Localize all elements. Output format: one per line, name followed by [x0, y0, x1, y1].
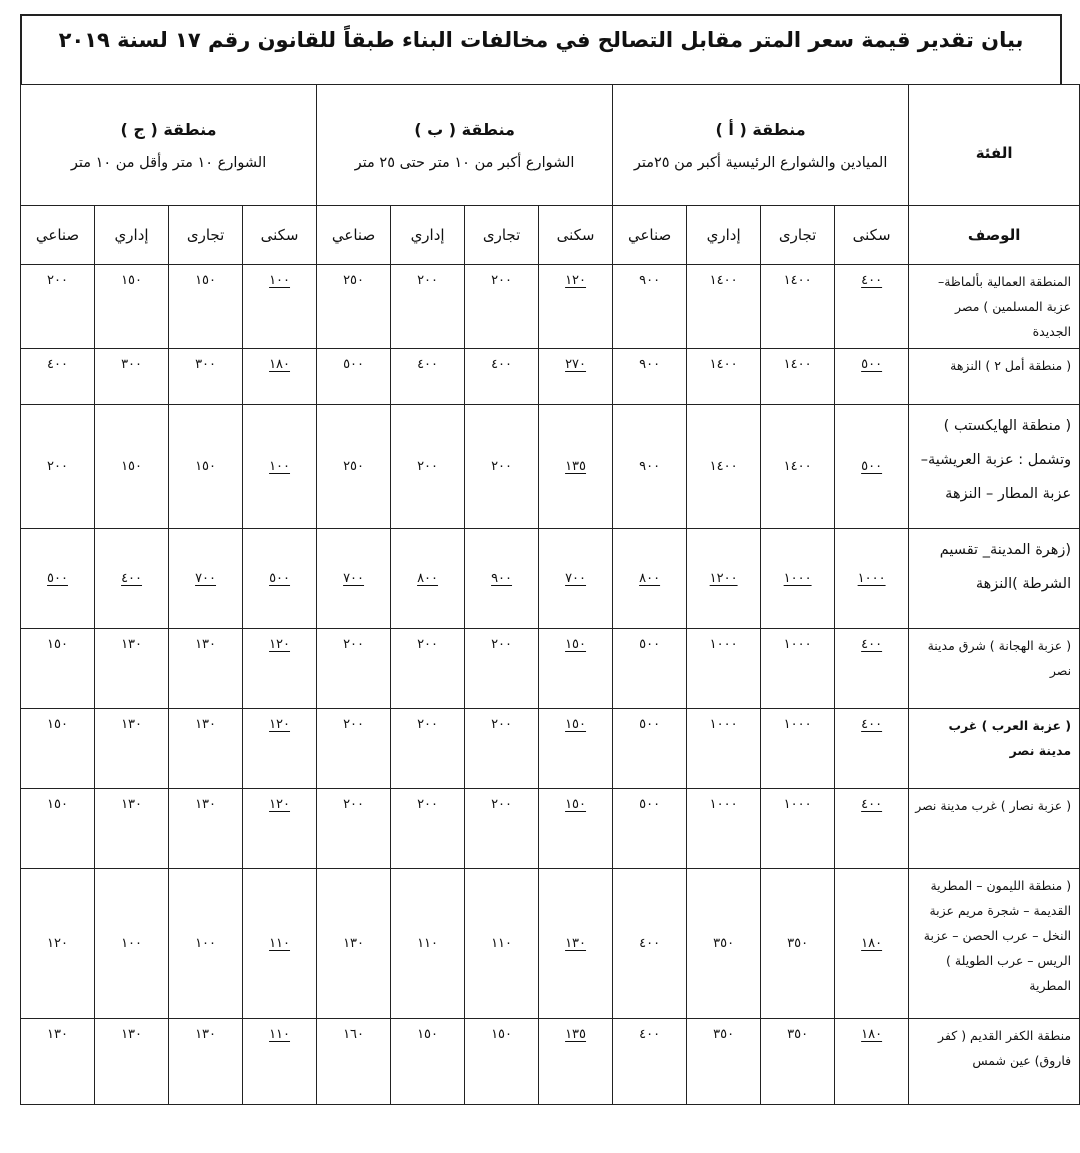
value-cell: ١٢٠ [21, 869, 95, 1019]
row-description: ( منطقة الليمون – المطرية القديمة – شجرة مريم عزبة النخل – عرب الحصن – عزبة الريس – عرب الطويلة ) المطرية [909, 869, 1080, 1019]
value-cell: ٥٠٠ [613, 709, 687, 789]
value-cell: ١٥٠ [21, 709, 95, 789]
value-cell: ٣٠٠ [95, 349, 169, 405]
value-cell [243, 349, 317, 405]
value-text: ١٥٠ [565, 717, 587, 732]
subheader-cell: تجارى [761, 206, 835, 265]
value-text: ١٢٠٠ [709, 571, 738, 586]
value-cell: ٥٠٠ [613, 629, 687, 709]
table-row [21, 709, 1080, 789]
value-cell: ١٣٠ [95, 789, 169, 869]
category-header: الفئة [909, 85, 1080, 206]
subheader-cell: تجارى [465, 206, 539, 265]
value-text: ٤٠٠ [861, 717, 883, 732]
value-cell: ٢٠٠ [391, 709, 465, 789]
value-cell: ٢٠٠ [465, 405, 539, 529]
value-text: ١٢٠ [565, 273, 587, 288]
subheader-cell: صناعي [613, 206, 687, 265]
row-description: ( عزبة الهجانة ) شرق مدينة نصر [909, 629, 1080, 709]
value-cell [835, 629, 909, 709]
value-cell: ٢٠٠ [317, 629, 391, 709]
table-row [21, 405, 1080, 529]
value-cell: ١٣٠ [169, 709, 243, 789]
row-description: (زهرة المدينة_ تقسيم الشرطة )النزهة [909, 529, 1080, 629]
value-cell: ٤٠٠ [391, 349, 465, 405]
subheader-cell: إداري [687, 206, 761, 265]
value-cell: ٢٠٠ [465, 709, 539, 789]
value-text: ١٣٥ [565, 1027, 587, 1042]
description-header: الوصف [909, 206, 1080, 265]
value-cell: ١٤٠٠ [761, 405, 835, 529]
value-cell [835, 529, 909, 629]
value-cell: ١٠٠ [169, 869, 243, 1019]
row-description: منطقة الكفر القديم ( كفر فاروق) عين شمس [909, 1019, 1080, 1105]
table-row [21, 789, 1080, 869]
value-cell: ١٣٠ [169, 629, 243, 709]
value-cell [761, 529, 835, 629]
value-cell: ١٠٠٠ [761, 629, 835, 709]
value-cell: ٢٥٠ [317, 405, 391, 529]
value-cell [835, 349, 909, 405]
value-cell: ١٣٠ [169, 1019, 243, 1105]
value-text: ٨٠٠ [417, 571, 439, 586]
value-text: ٤٠٠ [121, 571, 143, 586]
zone-c-desc: الشوارع ١٠ متر وأقل من ١٠ متر [70, 154, 267, 171]
value-cell: ١٤٠٠ [687, 265, 761, 349]
zone-b-name: منطقة ( ب ) [414, 119, 515, 139]
value-cell: ١٥٠ [169, 265, 243, 349]
table-row [21, 869, 1080, 1019]
value-text: ١٠٠٠ [783, 571, 812, 586]
row-description: ( عزبة نصار ) غرب مدينة نصر [909, 789, 1080, 869]
value-cell: ٢٠٠ [465, 629, 539, 709]
value-cell [21, 529, 95, 629]
value-text: ٤٠٠ [861, 797, 883, 812]
value-text: ١٣٥ [565, 459, 587, 474]
value-cell: ٢٠٠ [21, 405, 95, 529]
value-cell: ٢٠٠ [465, 265, 539, 349]
value-cell [539, 265, 613, 349]
subheader-cell: إداري [95, 206, 169, 265]
subheader-cell: تجارى [169, 206, 243, 265]
value-cell: ١٣٠ [95, 1019, 169, 1105]
value-text: ١٠٠٠ [857, 571, 886, 586]
value-text: ٤٠٠ [861, 637, 883, 652]
value-cell [243, 1019, 317, 1105]
value-text: ١٣٠ [565, 936, 587, 951]
value-text: ١٠٠ [269, 459, 291, 474]
value-cell [317, 529, 391, 629]
value-text: ٤٠٠ [861, 273, 883, 288]
row-description: ( منطقة الهايكستب ) وتشمل : عزبة العريشية– عزبة المطار – النزهة [909, 405, 1080, 529]
value-cell [169, 529, 243, 629]
value-cell: ١٥٠ [95, 405, 169, 529]
value-cell: ٤٠٠ [465, 349, 539, 405]
zone-a-name: منطقة ( أ ) [715, 119, 806, 139]
zone-a-desc: الميادين والشوارع الرئيسية أكبر من ٢٥متر [633, 154, 888, 171]
value-text: ١١٠ [269, 936, 291, 951]
subheader-cell: صناعي [21, 206, 95, 265]
value-cell: ٢٠٠ [391, 629, 465, 709]
value-cell: ١٠٠ [95, 869, 169, 1019]
value-cell: ٥٠٠ [317, 349, 391, 405]
table-row [21, 529, 1080, 629]
value-cell [687, 529, 761, 629]
value-cell [243, 629, 317, 709]
value-text: ٥٠٠ [861, 357, 883, 372]
value-cell [539, 629, 613, 709]
value-cell: ١٣٠ [317, 869, 391, 1019]
value-cell [539, 709, 613, 789]
value-cell: ٢٠٠ [391, 265, 465, 349]
value-cell: ١٥٠ [465, 1019, 539, 1105]
value-cell [835, 1019, 909, 1105]
value-cell: ٢٠٠ [465, 789, 539, 869]
value-cell: ٤٠٠ [613, 1019, 687, 1105]
row-description: ( منطقة أمل ٢ ) النزهة [909, 349, 1080, 405]
table-row [21, 265, 1080, 349]
value-cell: ٥٠٠ [613, 789, 687, 869]
value-cell: ١١٠ [465, 869, 539, 1019]
value-cell [95, 529, 169, 629]
value-cell [243, 265, 317, 349]
value-cell [243, 789, 317, 869]
value-cell: ١٤٠٠ [761, 265, 835, 349]
value-text: ١٢٠ [269, 637, 291, 652]
value-cell: ٩٠٠ [613, 405, 687, 529]
value-cell: ٢٠٠ [21, 265, 95, 349]
value-text: ٢٧٠ [565, 357, 587, 372]
value-cell: ٢٠٠ [391, 789, 465, 869]
value-cell: ٣٥٠ [761, 869, 835, 1019]
value-text: ١٢٠ [269, 797, 291, 812]
value-cell: ١٥٠ [169, 405, 243, 529]
row-description: ( عزبة العرب ) غرب مدينة نصر [909, 709, 1080, 789]
subheader-cell: إداري [391, 206, 465, 265]
subheader-cell: سكنى [243, 206, 317, 265]
value-text: ٨٠٠ [639, 571, 661, 586]
value-cell: ٣٠٠ [169, 349, 243, 405]
value-text: ١٨٠ [861, 936, 883, 951]
value-cell [835, 709, 909, 789]
value-text: ١٥٠ [565, 797, 587, 812]
value-cell: ١٥٠ [95, 265, 169, 349]
table-row [21, 349, 1080, 405]
value-cell [835, 789, 909, 869]
value-cell: ١٤٠٠ [687, 349, 761, 405]
zone-c-header [21, 85, 317, 206]
value-cell: ١٥٠ [21, 789, 95, 869]
value-cell: ١٤٠٠ [687, 405, 761, 529]
value-cell: ٤٠٠ [613, 869, 687, 1019]
value-cell: ١٥٠ [391, 1019, 465, 1105]
value-cell: ٣٥٠ [687, 869, 761, 1019]
value-cell [243, 405, 317, 529]
value-cell [539, 789, 613, 869]
subheader-cell: سكنى [835, 206, 909, 265]
zone-b-header [317, 85, 613, 206]
value-cell: ١٠٠٠ [687, 789, 761, 869]
value-cell: ١٣٠ [95, 629, 169, 709]
value-cell: ٣٥٠ [761, 1019, 835, 1105]
value-cell [539, 349, 613, 405]
value-text: ٧٠٠ [565, 571, 587, 586]
value-text: ١٢٠ [269, 717, 291, 732]
value-cell: ٢٠٠ [317, 709, 391, 789]
value-cell [835, 869, 909, 1019]
zone-b-desc: الشوارع أكبر من ١٠ متر حتى ٢٥ متر [354, 154, 575, 171]
value-cell: ٢٠٠ [317, 789, 391, 869]
value-cell: ٣٥٠ [687, 1019, 761, 1105]
value-cell [539, 529, 613, 629]
zone-a-header [613, 85, 909, 206]
title-box [20, 14, 1062, 84]
value-cell [243, 529, 317, 629]
value-text: ١٨٠ [861, 1027, 883, 1042]
value-cell: ٤٠٠ [21, 349, 95, 405]
subheader-row [21, 206, 1080, 265]
value-cell [539, 1019, 613, 1105]
value-text: ١٠٠ [269, 273, 291, 288]
value-cell: ١٤٠٠ [761, 349, 835, 405]
value-cell [539, 869, 613, 1019]
value-cell: ١٠٠٠ [687, 709, 761, 789]
subheader-cell: صناعي [317, 206, 391, 265]
value-cell [243, 869, 317, 1019]
value-cell: ١٣٠ [21, 1019, 95, 1105]
value-cell: ١٦٠ [317, 1019, 391, 1105]
zone-c-name: منطقة ( ج ) [120, 119, 217, 139]
value-text: ٥٠٠ [269, 571, 291, 586]
value-cell: ٢٥٠ [317, 265, 391, 349]
table-body [21, 265, 1080, 1105]
value-cell [835, 265, 909, 349]
value-cell: ٢٠٠ [391, 405, 465, 529]
value-cell: ١٠٠٠ [761, 789, 835, 869]
value-cell [243, 709, 317, 789]
value-text: ١٨٠ [269, 357, 291, 372]
value-cell [613, 529, 687, 629]
row-description: المنطقة العمالية بألماظة– عزبة المسلمين ) مصر الجديدة [909, 265, 1080, 349]
document-title: بيان تقدير قيمة سعر المتر مقابل التصالح في مخالفات البناء طبقاً للقانون رقم ١٧ لسنة ٢٠١٩ [58, 28, 1024, 52]
value-cell [835, 405, 909, 529]
table-row [21, 629, 1080, 709]
value-cell: ١٣٠ [169, 789, 243, 869]
value-text: ١١٠ [269, 1027, 291, 1042]
value-cell: ٩٠٠ [613, 349, 687, 405]
zone-header-row [21, 85, 1080, 206]
value-text: ٧٠٠ [343, 571, 365, 586]
document-sheet [20, 14, 1072, 1105]
value-cell: ١٥٠ [21, 629, 95, 709]
subheader-cell: سكنى [539, 206, 613, 265]
value-cell: ٩٠٠ [613, 265, 687, 349]
value-text: ٥٠٠ [861, 459, 883, 474]
value-text: ١٥٠ [565, 637, 587, 652]
pricing-table [20, 84, 1080, 1105]
table-row [21, 1019, 1080, 1105]
value-cell: ١٠٠٠ [761, 709, 835, 789]
value-cell [391, 529, 465, 629]
value-cell: ١٠٠٠ [687, 629, 761, 709]
value-text: ٧٠٠ [195, 571, 217, 586]
value-text: ٩٠٠ [491, 571, 513, 586]
value-cell [539, 405, 613, 529]
value-cell: ١٣٠ [95, 709, 169, 789]
value-cell [465, 529, 539, 629]
value-text: ٥٠٠ [47, 571, 68, 586]
value-cell: ١١٠ [391, 869, 465, 1019]
